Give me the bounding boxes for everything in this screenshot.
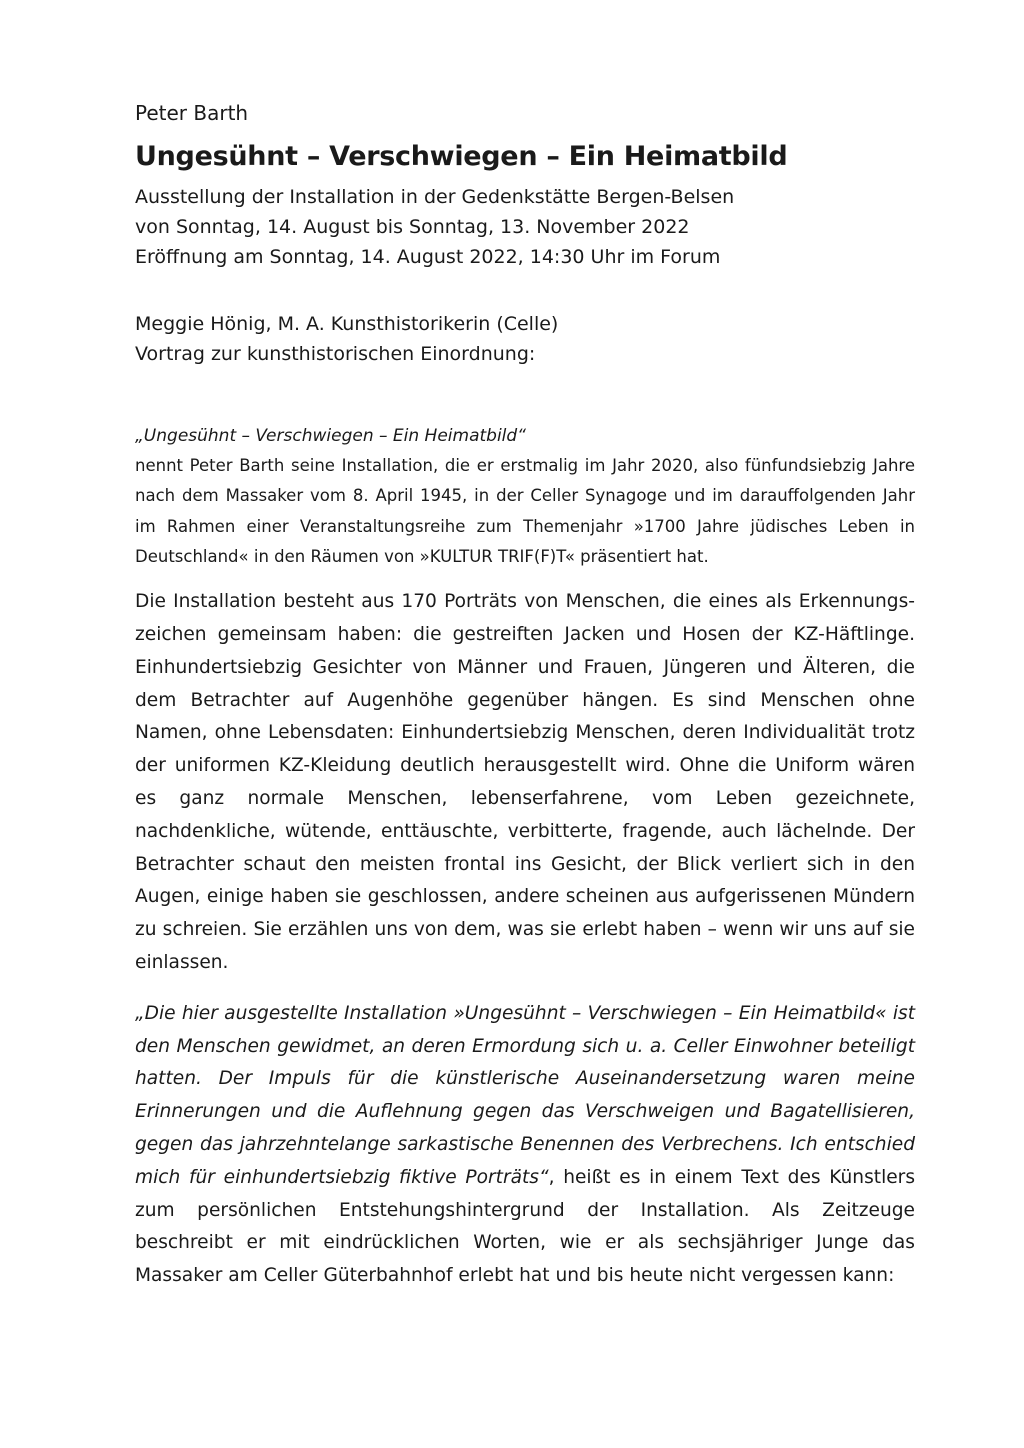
exhibition-line: Ausstellung der Installation in der Gedenkstätte Bergen-Belsen — [135, 186, 735, 208]
paragraph-2-continuation: , heißt es in einem Text des Künstlers zum persönlichen Entstehungshintergrund der Installation. Als Zeitzeuge beschreibt er mit eindrücklichen Worten, wie er als sechsjähriger Junge das Massaker am Celler Güterbahnhof erlebt hat und bis heute nicht vergessen kann: — [135, 1166, 916, 1287]
speaker-name: Meggie Hönig, M. A. Kunsthistorikerin (Celle) — [135, 313, 559, 335]
document-page — [135, 98, 915, 1293]
body-paragraph-2 — [135, 998, 915, 1293]
date-range-line: von Sonntag, 14. August bis Sonntag, 13. November 2022 — [135, 216, 690, 238]
talk-title: Vortrag zur kunsthistorischen Einordnung: — [135, 343, 536, 365]
opening-line: Eröffnung am Sonntag, 14. August 2022, 14:30 Uhr im Forum — [135, 246, 721, 268]
document-title: Ungesühnt – Verschwiegen – Ein Heimatbild — [135, 141, 788, 172]
artist-quote: „Die hier ausgestellte Installation »Ungesühnt – Verschwiegen – Ein Heimatbild« ist den Menschen gewidmet, an deren Ermordung sich u. a. Celler Einwohner beteiligt hatten. Der Impuls für die künstlerische Auseinandersetzung waren meine Erinnerungen und die Auflehnung gegen das Verschweigen und Bagatellisieren, gegen das jahrzehntelange sarkastische Benennen des Verbrechens. Ich entschied mich für einhundertsiebzig fiktive Porträts“ — [135, 1002, 915, 1188]
author-name: Peter Barth — [135, 101, 249, 125]
speaker-block — [135, 309, 915, 369]
intro-paragraph: nennt Peter Barth seine Installation, die er erstmalig im Jahr 2020, also fünfundsiebzig Jahre nach dem Massaker vom 8. April 1945, in der Celler Synagoge und im darauffolgenden Jahr im Rahmen einer Veranstaltungsreihe zum Themenjahr »1700 Jahre jüdisches Leben in Deutschland« in den Räumen von »KULTUR TRIF(F)T« präsentiert hat. — [135, 456, 915, 566]
body-paragraph-1: Die Installation besteht aus 170 Porträts von Menschen, die eines als Erkennungs-zeichen gemeinsam haben: die gestreiften Jacken und Hosen der KZ-Häftlinge. Einhundertsiebzig Gesichter von Männer und Frauen, Jüngeren und Älteren, die dem Betrachter auf Augenhöhe gegenüber hängen. Es sind Menschen ohne Namen, ohne Lebensdaten: Einhundertsiebzig Menschen, deren Individualität trotz der uniformen KZ-Kleidung deutlich herausgestellt wird. Ohne die Uniform wären es ganz normale Menschen, lebenserfahrene, vom Leben gezeichnete, nachdenkliche, wütende, enttäuschte, verbitterte, fragende, auch lächelnde. Der Betrachter schaut den meisten frontal ins Gesicht, der Blick verliert sich in den Augen, einige haben sie geschlossen, andere scheinen aus aufgerissenen Mündern zu schreien. Sie erzählen uns von dem, was sie erlebt haben – wenn wir uns auf sie einlassen. — [135, 591, 915, 973]
intro-quote-title: „Ungesühnt – Verschwiegen – Ein Heimatbild“ — [135, 426, 526, 446]
